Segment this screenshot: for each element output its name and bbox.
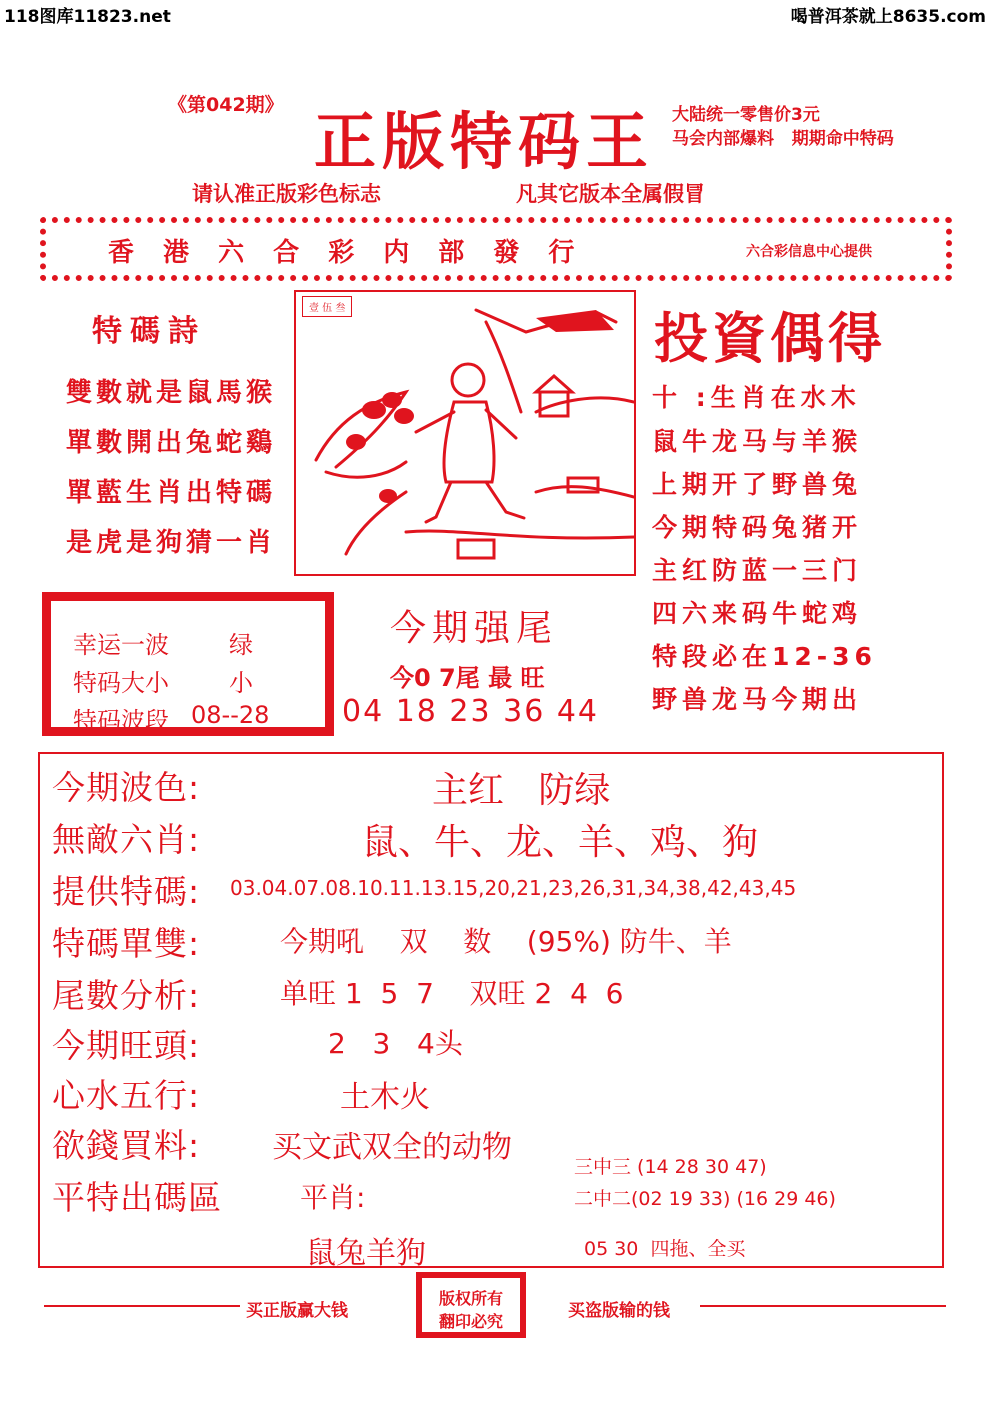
strong-tail-sub: 今0 7尾 最 旺 — [390, 664, 545, 692]
right-line-4: 今期特码兔猪开 — [652, 513, 863, 542]
row-label-hot-head: 今期旺頭: — [52, 1026, 201, 1065]
row-value-six-zodiac: 鼠、牛、龙、羊、鸡、狗 — [362, 822, 759, 863]
copyright-stamp — [416, 1272, 526, 1338]
pingxiao-animals: 鼠兔羊狗 — [306, 1236, 426, 1271]
boy-with-branch-illustration — [296, 292, 634, 574]
poem-line-2: 單數開出兔蛇鷄 — [66, 428, 277, 458]
poem-line-1: 雙數就是鼠馬猴 — [66, 378, 277, 408]
footer-right-text: 买盗版输的钱 — [568, 1301, 670, 1321]
notice-left: 请认准正版彩色标志 — [192, 182, 381, 206]
issuer-banner — [40, 217, 952, 281]
lucky-row-2-label: 特码大小 — [73, 669, 169, 697]
page-title: 正版特码王 — [314, 105, 655, 178]
poem-title: 特碼詩 — [92, 314, 206, 349]
footer-left-rule — [44, 1305, 240, 1307]
issue-number: 《第042期》 — [168, 94, 284, 116]
row-label-five-elements: 心水五行: — [52, 1076, 201, 1115]
row-label-special-numbers: 提供特碼: — [52, 872, 201, 911]
illustration-frame — [294, 290, 636, 576]
footer-left-text: 买正版赢大钱 — [246, 1301, 348, 1321]
strong-tail-numbers: 04 18 23 36 44 — [342, 694, 600, 729]
lucky-box — [42, 592, 334, 736]
row-value-odd-even: 今期吼 双 数 (95%) 防牛、羊 — [280, 925, 732, 958]
row-value-wave-color: 主红 防绿 — [432, 770, 611, 811]
row-value-hot-head: 2 3 4头 — [328, 1027, 463, 1060]
combo-three-of-three: 三中三 (14 28 30 47) — [574, 1156, 767, 1178]
row-value-tail-analysis: 单旺 1 5 7 双旺 2 4 6 — [280, 977, 624, 1010]
banner-main-text: 香 港 六 合 彩 内 部 發 行 — [108, 238, 585, 268]
right-line-8: 野兽龙马今期出 — [652, 685, 863, 714]
right-line-1: 十 :生肖在水木 — [652, 383, 861, 412]
right-panel-title: 投資偶得 — [654, 306, 886, 370]
combo-drag: 05 30 四拖、全买 — [584, 1238, 746, 1260]
lucky-row-1-value: 绿 — [229, 631, 253, 659]
tagline: 马会内部爆料 期期命中特码 — [672, 129, 894, 149]
poem-line-3: 單藍生肖出特碼 — [66, 478, 277, 508]
right-line-5: 主红防蓝一三门 — [652, 556, 863, 585]
row-label-buy-info: 欲錢買料: — [52, 1126, 201, 1165]
left-site-link[interactable]: 118图库11823.net — [4, 7, 171, 27]
right-site-link[interactable]: 喝普洱茶就上8635.com — [790, 7, 986, 27]
row-label-wave-color: 今期波色: — [52, 768, 201, 807]
notice-right: 凡其它版本全属假冒 — [516, 182, 705, 206]
lucky-row-1-label: 幸运一波 — [73, 631, 169, 659]
right-line-2: 鼠牛龙马与羊猴 — [652, 427, 863, 456]
illustration-label: 壹 伍 叁 — [302, 296, 352, 317]
strong-tail-title: 今期强尾 — [390, 608, 559, 649]
row-label-tail-analysis: 尾數分析: — [52, 976, 201, 1015]
combo-two-of-two: 二中二(02 19 33) (16 29 46) — [574, 1188, 836, 1210]
row-label-six-zodiac: 無敵六肖: — [52, 820, 201, 859]
lucky-row-3-label: 特码波段 — [73, 707, 169, 735]
row-value-five-elements: 土木火 — [340, 1080, 430, 1115]
row-label-odd-even: 特碼單雙: — [52, 924, 201, 963]
row-value-special-numbers: 03.04.07.08.10.11.13.15,20,21,23,26,31,34,38,42,43,45 — [230, 876, 797, 900]
lucky-row-3-value: 08--28 — [191, 701, 270, 729]
row-label-flat-zone: 平特出碼區 — [52, 1178, 222, 1217]
row-value-buy-info: 买文武双全的动物 — [272, 1130, 512, 1165]
stamp-line-1: 版权所有 — [438, 1289, 503, 1308]
banner-sub-text: 六合彩信息中心提供 — [746, 244, 872, 260]
right-line-6: 四六来码牛蛇鸡 — [652, 599, 863, 628]
right-line-7: 特段必在12-36 — [652, 642, 877, 671]
price-note: 大陆统一零售价3元 — [672, 105, 820, 125]
footer-right-rule — [700, 1305, 946, 1307]
row-value-flat-zone: 平肖: — [300, 1181, 366, 1214]
poem-line-4: 是虎是狗猜一肖 — [66, 528, 277, 558]
right-line-3: 上期开了野兽兔 — [652, 470, 863, 499]
lucky-row-2-value: 小 — [229, 669, 253, 697]
stamp-line-2: 翻印必究 — [438, 1312, 503, 1331]
